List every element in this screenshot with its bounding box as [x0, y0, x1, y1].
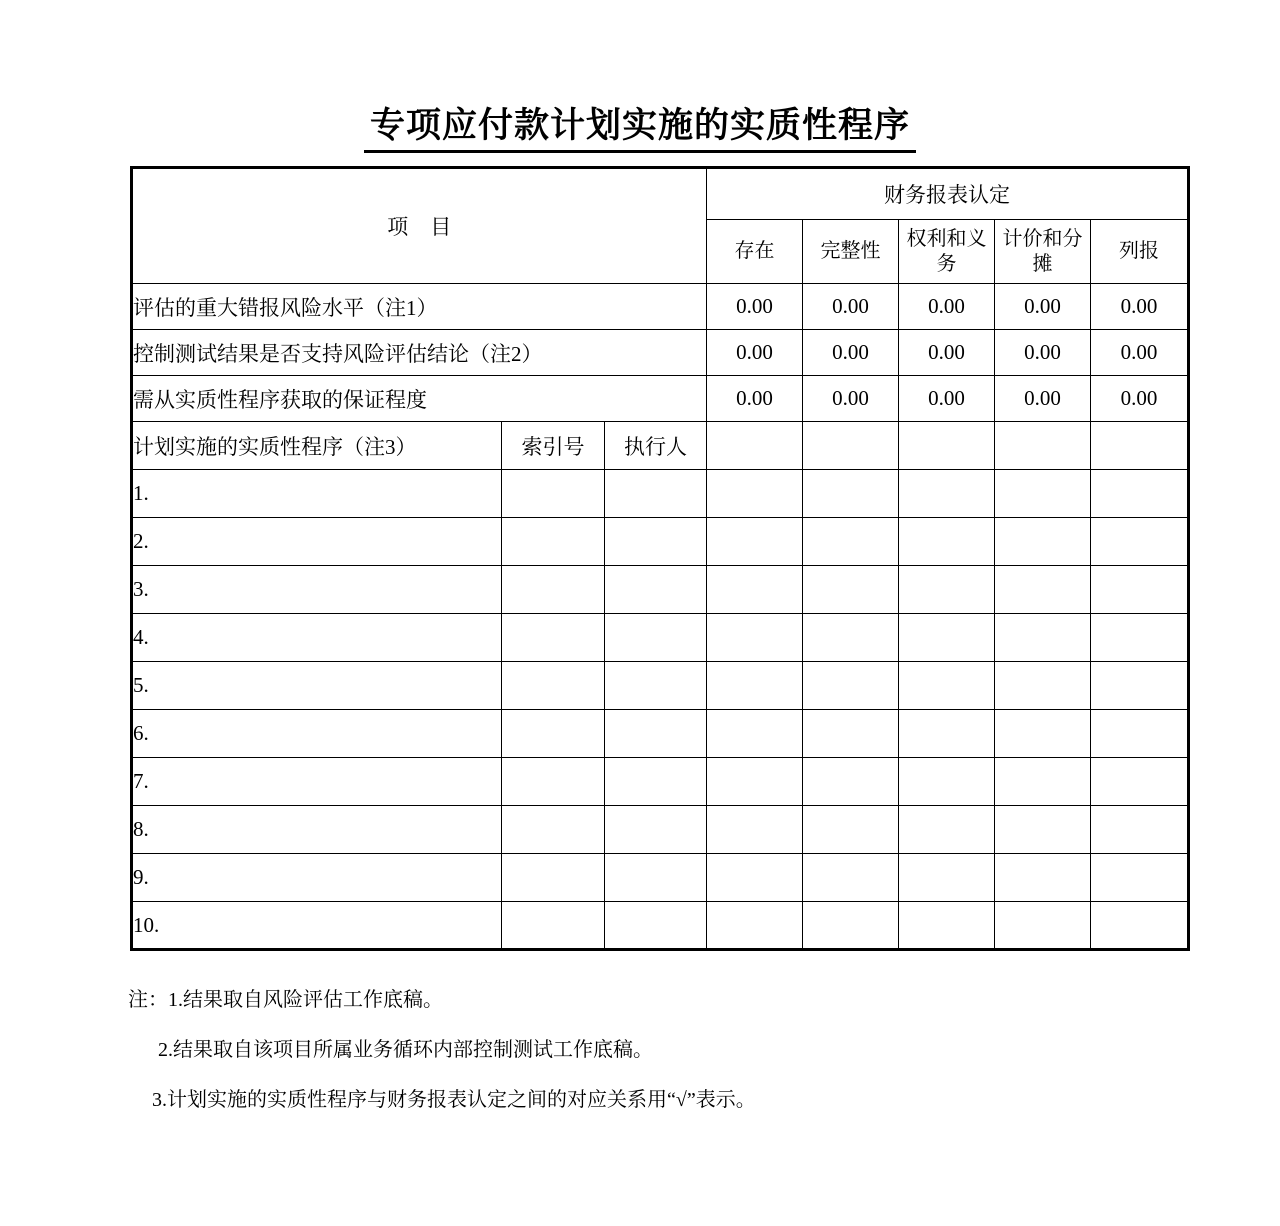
table-row [132, 566, 1189, 614]
assertion-mark-cell[interactable] [995, 806, 1091, 854]
audit-procedure-table-container [130, 166, 1187, 951]
assertion-mark-cell[interactable] [899, 566, 995, 614]
header-index-number: 索引号 [502, 422, 605, 470]
note-2: 2.结果取自该项目所属业务循环内部控制测试工作底稿。 [158, 1039, 653, 1061]
assertion-mark-cell[interactable] [803, 566, 899, 614]
value-cell[interactable]: 0.00 [995, 284, 1091, 330]
header-assertion-completeness: 完整性 [803, 220, 899, 284]
assertion-mark-cell[interactable] [995, 758, 1091, 806]
value-cell[interactable]: 0.00 [899, 284, 995, 330]
value-cell[interactable]: 0.00 [803, 330, 899, 376]
empty-cell [803, 422, 899, 470]
procedure-performer-cell[interactable] [605, 470, 707, 518]
procedure-index-cell[interactable] [502, 758, 605, 806]
empty-cell [707, 422, 803, 470]
procedure-number[interactable]: 2. [132, 518, 502, 566]
procedure-index-cell[interactable] [502, 662, 605, 710]
procedure-index-cell[interactable] [502, 614, 605, 662]
assertion-mark-cell[interactable] [707, 614, 803, 662]
page-title-container [0, 104, 1280, 153]
assertion-mark-cell[interactable] [899, 614, 995, 662]
value-cell[interactable]: 0.00 [803, 376, 899, 422]
value-cell[interactable]: 0.00 [1091, 330, 1189, 376]
assertion-mark-cell[interactable] [803, 758, 899, 806]
procedure-performer-cell[interactable] [605, 758, 707, 806]
procedure-index-cell[interactable] [502, 902, 605, 950]
value-cell[interactable]: 0.00 [1091, 284, 1189, 330]
table-row [132, 662, 1189, 710]
value-cell[interactable]: 0.00 [995, 376, 1091, 422]
assertion-mark-cell[interactable] [803, 854, 899, 902]
table-header-row-1 [132, 168, 1189, 220]
procedure-performer-cell[interactable] [605, 710, 707, 758]
table-row [132, 758, 1189, 806]
assertion-mark-cell[interactable] [1091, 662, 1189, 710]
procedure-performer-cell[interactable] [605, 662, 707, 710]
procedure-number[interactable]: 5. [132, 662, 502, 710]
assertion-mark-cell[interactable] [995, 902, 1091, 950]
assertion-mark-cell[interactable] [707, 518, 803, 566]
assertion-mark-cell[interactable] [995, 518, 1091, 566]
header-assertions-group: 财务报表认定 [707, 168, 1189, 220]
assertion-mark-cell[interactable] [995, 470, 1091, 518]
procedures-subheader-row [132, 422, 1189, 470]
procedure-number[interactable]: 8. [132, 806, 502, 854]
row-label-assessed-risk: 评估的重大错报风险水平（注1） [132, 284, 707, 330]
procedure-index-cell[interactable] [502, 710, 605, 758]
procedure-number[interactable]: 4. [132, 614, 502, 662]
value-cell[interactable]: 0.00 [707, 284, 803, 330]
assertion-mark-cell[interactable] [995, 662, 1091, 710]
assertion-mark-cell[interactable] [803, 614, 899, 662]
assertion-mark-cell[interactable] [707, 566, 803, 614]
assertion-mark-cell[interactable] [899, 518, 995, 566]
assertion-mark-cell[interactable] [1091, 758, 1189, 806]
page-title: 专项应付款计划实施的实质性程序 [364, 104, 916, 153]
note-3: 3.计划实施的实质性程序与财务报表认定之间的对应关系用“√”表示。 [152, 1089, 756, 1111]
procedure-performer-cell[interactable] [605, 854, 707, 902]
assertion-mark-cell[interactable] [803, 806, 899, 854]
procedure-index-cell[interactable] [502, 806, 605, 854]
assertion-mark-cell[interactable] [995, 710, 1091, 758]
assertion-mark-cell[interactable] [899, 854, 995, 902]
assertion-mark-cell[interactable] [1091, 566, 1189, 614]
assertion-mark-cell[interactable] [803, 902, 899, 950]
note-1: 注：1.结果取自风险评估工作底稿。 [128, 989, 443, 1011]
procedure-number[interactable]: 10. [132, 902, 502, 950]
procedure-performer-cell[interactable] [605, 806, 707, 854]
procedure-number[interactable]: 7. [132, 758, 502, 806]
assertion-mark-cell[interactable] [1091, 710, 1189, 758]
assertion-mark-cell[interactable] [1091, 854, 1189, 902]
procedure-number[interactable]: 6. [132, 710, 502, 758]
row-label-assurance-needed: 需从实质性程序获取的保证程度 [132, 376, 707, 422]
assertion-mark-cell[interactable] [1091, 902, 1189, 950]
value-cell[interactable]: 0.00 [995, 330, 1091, 376]
header-assertion-rights-obligations: 权利和义务 [899, 220, 995, 284]
assertion-mark-cell[interactable] [803, 518, 899, 566]
assertion-mark-cell[interactable] [995, 614, 1091, 662]
empty-cell [899, 422, 995, 470]
assertion-mark-cell[interactable] [707, 470, 803, 518]
value-cell[interactable]: 0.00 [899, 330, 995, 376]
procedure-number[interactable]: 9. [132, 854, 502, 902]
table-row [132, 470, 1189, 518]
assertion-mark-cell[interactable] [1091, 518, 1189, 566]
table-row [132, 710, 1189, 758]
header-assertion-existence: 存在 [707, 220, 803, 284]
assertion-mark-cell[interactable] [1091, 470, 1189, 518]
procedure-performer-cell[interactable] [605, 518, 707, 566]
value-cell[interactable]: 0.00 [899, 376, 995, 422]
assertion-mark-cell[interactable] [995, 854, 1091, 902]
assertion-mark-cell[interactable] [1091, 614, 1189, 662]
assertion-mark-cell[interactable] [899, 902, 995, 950]
table-row [132, 806, 1189, 854]
assertion-mark-cell[interactable] [1091, 806, 1189, 854]
assertion-mark-cell[interactable] [707, 854, 803, 902]
table-row [132, 902, 1189, 950]
notes-section [128, 988, 1168, 1112]
assertion-mark-cell[interactable] [707, 806, 803, 854]
procedure-performer-cell[interactable] [605, 902, 707, 950]
table-row [132, 376, 1189, 422]
assertion-mark-cell[interactable] [995, 566, 1091, 614]
assertion-mark-cell[interactable] [899, 470, 995, 518]
assertion-mark-cell[interactable] [899, 662, 995, 710]
procedure-index-cell[interactable] [502, 854, 605, 902]
header-assertion-valuation-allocation: 计价和分摊 [995, 220, 1091, 284]
value-cell[interactable]: 0.00 [1091, 376, 1189, 422]
assertion-mark-cell[interactable] [899, 758, 995, 806]
table-row [132, 518, 1189, 566]
procedure-index-cell[interactable] [502, 518, 605, 566]
procedure-performer-cell[interactable] [605, 566, 707, 614]
procedure-number[interactable]: 3. [132, 566, 502, 614]
header-performer: 执行人 [605, 422, 707, 470]
assertion-mark-cell[interactable] [899, 710, 995, 758]
value-cell[interactable]: 0.00 [803, 284, 899, 330]
table-row [132, 330, 1189, 376]
header-item-column: 项 目 [132, 168, 707, 284]
table-row [132, 614, 1189, 662]
empty-cell [1091, 422, 1189, 470]
assertion-mark-cell[interactable] [803, 710, 899, 758]
assertion-mark-cell[interactable] [707, 758, 803, 806]
row-label-planned-procedures: 计划实施的实质性程序（注3） [132, 422, 502, 470]
value-cell[interactable]: 0.00 [707, 376, 803, 422]
assertion-mark-cell[interactable] [899, 806, 995, 854]
procedure-index-cell[interactable] [502, 470, 605, 518]
assertion-mark-cell[interactable] [803, 662, 899, 710]
procedure-index-cell[interactable] [502, 566, 605, 614]
table-row [132, 284, 1189, 330]
audit-procedure-table [130, 166, 1190, 951]
value-cell[interactable]: 0.00 [707, 330, 803, 376]
assertion-mark-cell[interactable] [707, 662, 803, 710]
empty-cell [995, 422, 1091, 470]
assertion-mark-cell[interactable] [803, 470, 899, 518]
header-assertion-presentation: 列报 [1091, 220, 1189, 284]
assertion-mark-cell[interactable] [707, 902, 803, 950]
procedure-number[interactable]: 1. [132, 470, 502, 518]
table-row [132, 854, 1189, 902]
row-label-control-test-result: 控制测试结果是否支持风险评估结论（注2） [132, 330, 707, 376]
assertion-mark-cell[interactable] [707, 710, 803, 758]
procedure-performer-cell[interactable] [605, 614, 707, 662]
